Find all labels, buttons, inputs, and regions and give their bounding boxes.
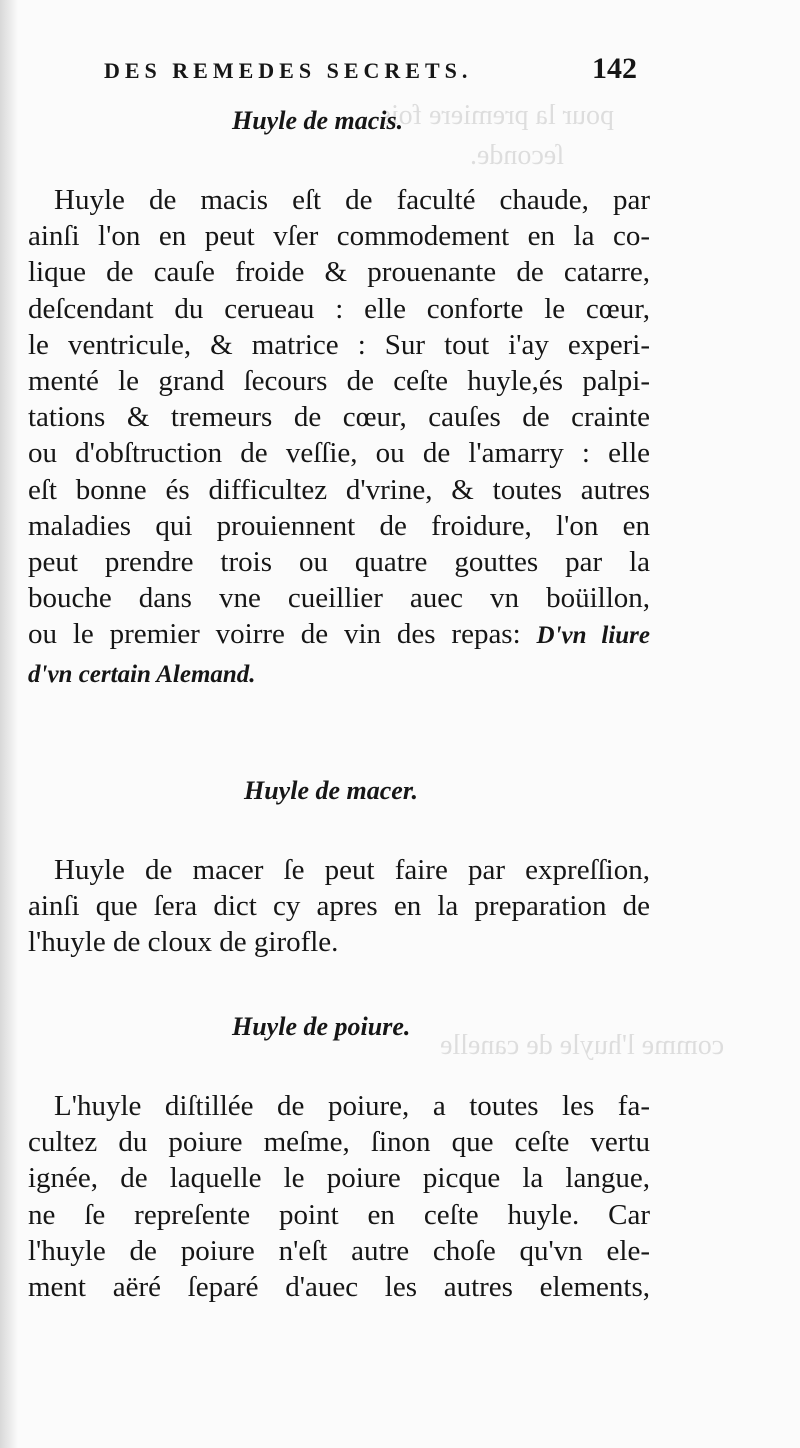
text-line: lique de cauſe froide & prouenante de catarre, <box>28 256 650 289</box>
text-line: l'huyle de poiure n'eſt autre choſe qu'vn ele- <box>28 1234 650 1267</box>
text-line: Huyle de macer ſe peut faire par expreſſion, <box>54 854 650 886</box>
page-number: 142 <box>592 52 637 85</box>
text-line: eſt bonne és difficultez d'vrine, & toutes autres <box>28 473 650 506</box>
text-line: L'huyle diſtillée de poiure, a toutes les fa- <box>54 1090 650 1122</box>
section-heading-poiure: Huyle de poiure. <box>232 1012 411 1041</box>
text-line: ignée, de laquelle le poiure picque la langue, <box>28 1162 650 1195</box>
text-line: tations & tremeurs de cœur, cauſes de crainte <box>28 401 650 434</box>
text-line: ainſi l'on en peut vſer commodement en la co- <box>28 220 650 253</box>
page-gutter-shadow <box>0 0 18 1448</box>
text-line: l'huyle de cloux de girofle. <box>28 926 339 959</box>
source-citation: D'vn liure <box>536 622 650 650</box>
text-line: ou d'obſtruction de veſſie, ou de l'amarry : elle <box>28 437 650 470</box>
source-citation: d'vn certain Alemand. <box>28 660 256 688</box>
paragraph-poiure <box>28 1088 650 1305</box>
text-line-body: ou le premier voirre de vin des repas: <box>28 618 521 651</box>
text-line: le ventricule, & matrice : Sur tout i'ay experi- <box>28 328 650 361</box>
paragraph-macis <box>28 182 650 693</box>
show-through-text: pour la premiere fois <box>380 100 615 131</box>
text-line <box>28 655 650 693</box>
section-heading-macer: Huyle de macer. <box>244 776 419 805</box>
text-line: deſcendant du cerueau : elle conforte le cœur, <box>28 292 650 325</box>
section-heading-macis: Huyle de macis. <box>232 106 404 135</box>
text-line: menté le grand ſecours de ceſte huyle,és palpi- <box>28 365 650 398</box>
running-head: DES REMEDES SECRETS. <box>104 58 473 83</box>
show-through-text: ſeconde. <box>470 140 565 171</box>
show-through-text: comme l'huyle de canelle <box>440 1030 725 1061</box>
text-line: bouche dans vne cueillier auec vn boüillon, <box>28 582 650 615</box>
paragraph-macer <box>28 852 650 961</box>
text-line: cultez du poiure meſme, ſinon que ceſte vertu <box>28 1126 650 1159</box>
text-line: Huyle de macis eſt de faculté chaude, par <box>54 184 650 216</box>
text-line <box>28 616 650 654</box>
text-line: ment aëré ſeparé d'auec les autres elements, <box>28 1271 650 1304</box>
text-line: ne ſe repreſente point en ceſte huyle. Car <box>28 1198 650 1231</box>
text-line: ainſi que ſera dict cy apres en la preparation de <box>28 890 650 923</box>
text-line: maladies qui prouiennent de froidure, l'on en <box>28 509 650 542</box>
text-line: peut prendre trois ou quatre gouttes par la <box>28 546 650 579</box>
